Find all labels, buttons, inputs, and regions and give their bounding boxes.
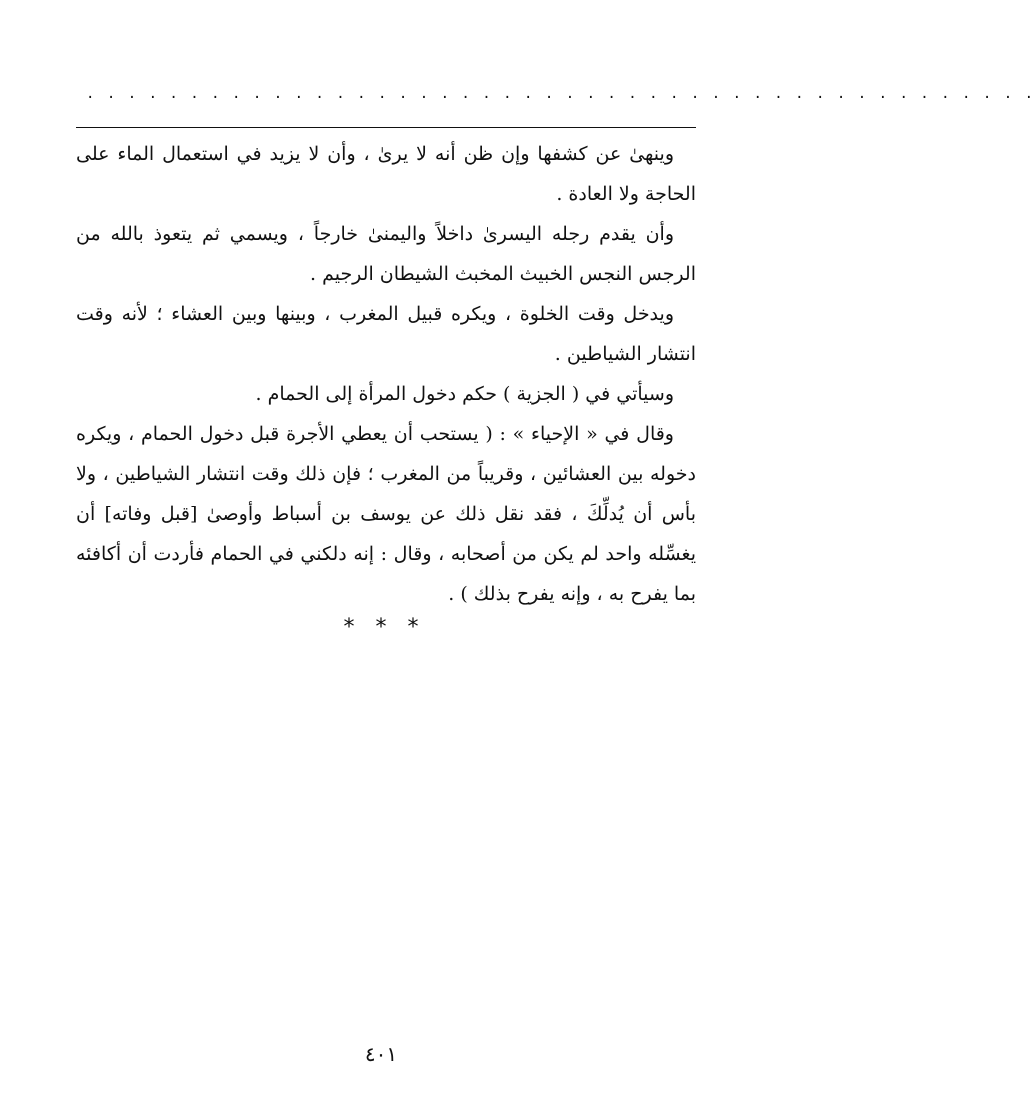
paragraph-5: وقال في « الإحياء » : ( يستحب أن يعطي الأجرة قبل دخول الحمام ، ويكره دخوله بين العشائين ، وقريباً من المغرب ؛ فإن ذلك وقت انتشار الشياطين ، ولا بأس أن يُدلِّكَ ، فقد نقل ذلك عن يوسف بن أسباط وأوصىٰ [قبل وفاته] أن يغسِّله واحد لم يكن من أصحابه ، وقال : إنه دلكني في الحمام فأردت أن أكافئه بما يفرح به ، وإنه يفرح بذلك ) . bbox=[76, 423, 696, 605]
paragraph-1: وينهىٰ عن كشفها وإن ظن أنه لا يرىٰ ، وأن لا يزيد في استعمال الماء على الحاجة ولا العادة . bbox=[76, 143, 696, 205]
paragraph-2: وأن يقدم رجله اليسرىٰ داخلاً واليمنىٰ خارجاً ، ويسمي ثم يتعوذ بالله من الرجس النجس الخبيث المخبث الشيطان الرجيم . bbox=[76, 223, 696, 285]
paragraph-4: وسيأتي في ( الجزية ) حكم دخول المرأة إلى الحمام . bbox=[255, 383, 674, 405]
paragraph-3: ويدخل وقت الخلوة ، ويكره قبيل المغرب ، وبينها وبين العشاء ؛ لأنه وقت انتشار الشياطين . bbox=[76, 303, 696, 365]
header-dotted-line: . . . . . . . . . . . . . . . . . . . . . . . . . . . . . . . . . . . . . . . . . . . . . . bbox=[86, 86, 1035, 102]
page-number: ٤٠١ bbox=[364, 1042, 398, 1066]
body-text bbox=[76, 134, 696, 614]
section-separator: * * * bbox=[343, 615, 419, 640]
header-rule bbox=[76, 127, 696, 128]
